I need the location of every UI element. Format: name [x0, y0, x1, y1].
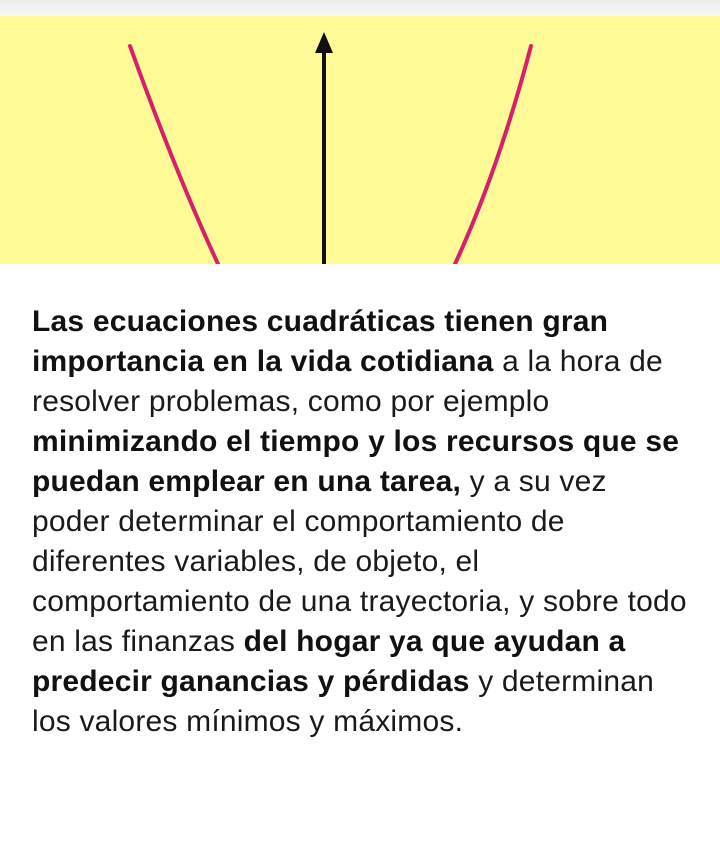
graph-background: [0, 16, 720, 264]
top-shadow-bar: [0, 0, 720, 16]
text-segment-bold: del hogar ya que ayudan a predecir ganancias y pérdidas: [32, 625, 626, 698]
text-segment-bold: Las ecuaciones cuadráticas tienen gran importancia en la vida cotidiana: [32, 305, 609, 378]
text-segment: a la hora de resolver problemas, como por ejemplo: [32, 345, 663, 418]
text-segment: y determinan los valores mínimos y máximos.: [32, 665, 655, 738]
text-segment-bold: minimizando el tiempo y los recursos que se puedan emplear en una tarea,: [32, 425, 680, 498]
text-segment: y a su vez poder determinar el comportamiento de diferentes variables, de objeto, el comportamiento de una trayectoria, y sobre todo en las finanzas: [32, 465, 687, 658]
explanation-paragraph: [32, 302, 692, 742]
parabola-graph: [0, 16, 720, 264]
